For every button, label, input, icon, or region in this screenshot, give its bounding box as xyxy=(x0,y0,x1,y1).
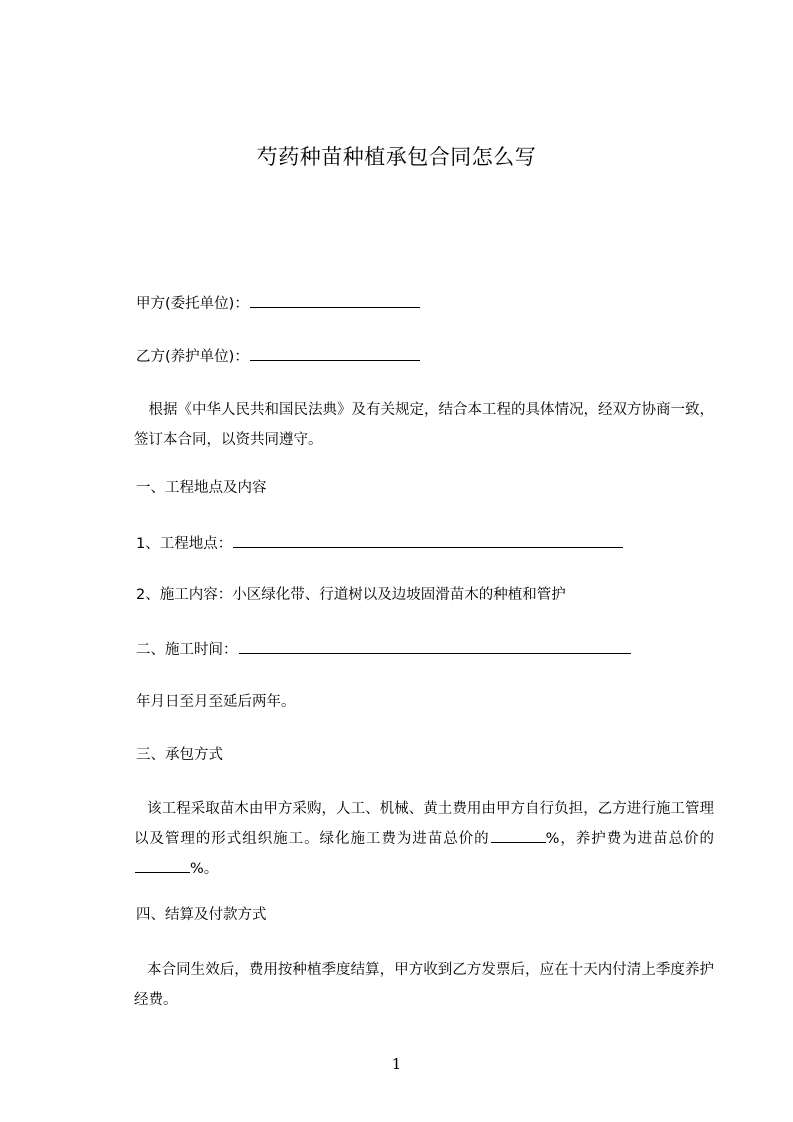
section3-text-2: %，养护费为进苗总价的 xyxy=(545,831,714,847)
document-title: 芍药种苗种植承包合同怎么写 xyxy=(256,145,537,169)
party-b-blank xyxy=(250,345,420,361)
section3-text-3: %。 xyxy=(190,861,219,877)
construction-content: 2、施工内容：小区绿化带、行道树以及边坡固滑苗木的种植和管护 xyxy=(136,587,566,603)
section3-heading: 三、承包方式 xyxy=(136,747,223,763)
location-line xyxy=(136,532,623,554)
party-b-label: 乙方(养护单位)： xyxy=(136,349,249,365)
section4-heading: 四、结算及付款方式 xyxy=(136,907,267,923)
section1-heading: 一、工程地点及内容 xyxy=(136,480,267,496)
party-a-blank xyxy=(250,292,420,308)
party-a-label: 甲方(委托单位)： xyxy=(136,296,249,312)
party-a-line xyxy=(136,292,420,314)
page-number: 1 xyxy=(391,1055,402,1073)
section4-paragraph: 本合同生效后，费用按种植季度结算，甲方收到乙方发票后，应在十天内付清上季度养护经费。 xyxy=(134,962,714,1008)
fee-blank-1 xyxy=(491,827,546,843)
section3-paragraph xyxy=(134,794,714,884)
section2-line xyxy=(136,638,631,660)
section3-text-1: 该工程采取苗木由甲方采购，人工、机械、黄土费用由甲方自行负担，乙方进行施工管理以及管理的形式组织施工。绿化施工费为进苗总价的 xyxy=(134,801,714,847)
location-blank xyxy=(233,532,623,548)
section2-heading: 二、施工时间： xyxy=(136,642,238,658)
fee-blank-2 xyxy=(135,857,190,873)
party-b-line xyxy=(136,345,420,367)
intro-paragraph: 根据《中华人民共和国民法典》及有关规定，结合本工程的具体情况，经双方协商一致，签订本合同，以资共同遵守。 xyxy=(134,402,714,448)
construction-period: 年月日至月至延后两年。 xyxy=(136,694,296,710)
time-blank xyxy=(239,638,631,654)
location-label: 1、工程地点： xyxy=(136,536,233,552)
